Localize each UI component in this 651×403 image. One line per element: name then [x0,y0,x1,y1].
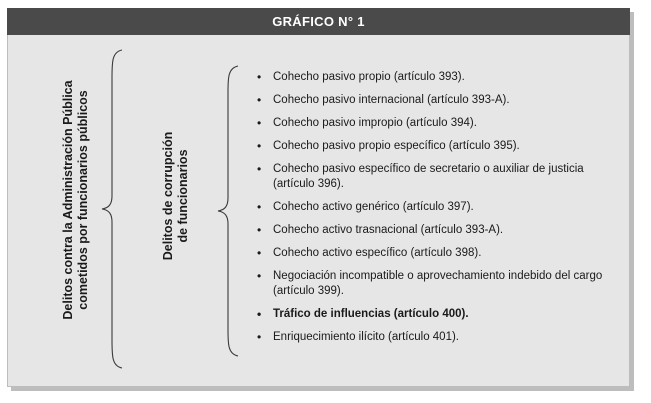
page-title: GRÁFICO N° 1 [7,8,630,35]
inner-brace-icon [214,64,242,358]
crime-list [255,70,615,353]
list-item: • Cohecho activo genérico (artículo 397). [255,200,615,215]
list-item: • Negociación incompatible o aprovechamiento indebido del cargo (artículo 399). [255,269,615,299]
list-item: • Cohecho activo trasnacional (artículo 393-A). [255,223,615,238]
outer-brace-icon [98,48,126,370]
sub-category-line-2: de funcionarios [176,149,190,243]
list-item: • Enriquecimiento ilícito (artículo 401). [255,330,615,345]
list-item: • Cohecho pasivo específico de secretario o auxiliar de justicia (artículo 396). [255,162,615,192]
sub-category-label [160,106,192,286]
list-item: • Cohecho pasivo impropio (artículo 394). [255,116,615,131]
list-item: • Cohecho pasivo internacional (artículo 393-A). [255,93,615,108]
list-item: • Cohecho pasivo propio (artículo 393). [255,70,615,85]
list-item: • Tráfico de influencias (artículo 400). [255,307,615,322]
main-category-line-2: cometidos por funcionarios públicos [76,90,90,310]
sub-category-line-1: Delitos de corrupción [161,131,175,261]
frame-shadow-bottom [11,387,634,391]
frame-shadow-right [630,12,634,391]
main-category-label [60,60,92,340]
list-item: • Cohecho activo específico (artículo 398). [255,246,615,261]
list-item: • Cohecho pasivo propio específico (artículo 395). [255,139,615,154]
main-category-line-1: Delitos contra la Administración Pública [61,80,75,320]
